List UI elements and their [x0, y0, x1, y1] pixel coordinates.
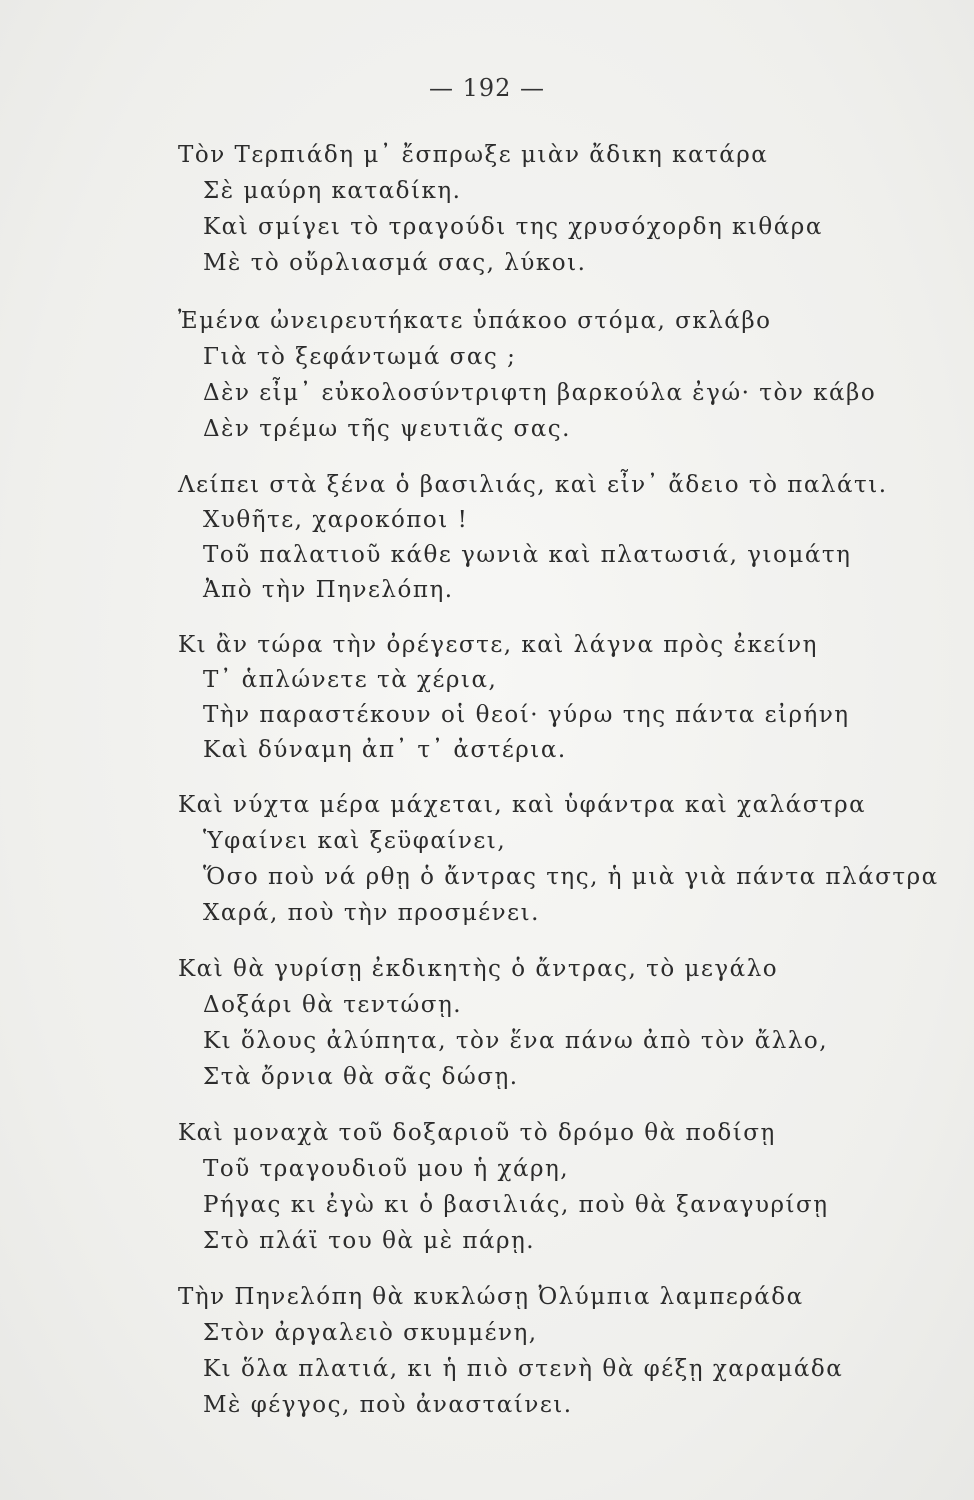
verse-line: Δὲν τρέμω τῆς ψευτιᾶς σας.: [203, 416, 571, 442]
verse-line: Τὸν Τερπιάδη μ᾽ ἔσπρωξε μιὰν ἄδικη κατάρα: [178, 142, 769, 168]
verse-line: Κι ὅλα πλατιά, κι ἡ πιὸ στενὴ θὰ φέξῃ χαραμάδα: [203, 1356, 844, 1382]
verse-line: Ὅσο ποὺ νά ρθῃ ὁ ἄντρας της, ἡ μιὰ γιὰ πάντα πλάστρα: [203, 864, 939, 890]
verse-line: Ἐμένα ὠνειρευτήκατε ὑπάκοο στόμα, σκλάβο: [178, 308, 772, 334]
verse-line: Χυθῆτε, χαροκόποι !: [203, 507, 469, 533]
page-number: — 192 —: [428, 74, 546, 102]
verse-line: Μὲ τὸ οὔρλιασμά σας, λύκοι.: [203, 250, 587, 276]
verse-line: Κι ἂν τώρα τὴν ὀρέγεστε, καὶ λάγνα πρὸς ἐκείνη: [178, 632, 818, 658]
verse-line: Καὶ θὰ γυρίσῃ ἐκδικητὴς ὁ ἄντρας, τὸ μεγάλο: [178, 956, 779, 982]
verse-line: Ὑφαίνει καὶ ξεϋφαίνει,: [203, 828, 507, 854]
verse-line: Καὶ μοναχὰ τοῦ δοξαριοῦ τὸ δρόμο θὰ ποδίσῃ: [178, 1120, 776, 1146]
verse-line: Ἀπὸ τὴν Πηνελόπη.: [203, 577, 454, 603]
verse-line: Δὲν εἶμ᾽ εὐκολοσύντριφτη βαρκούλα ἐγώ· τὸν κάβο: [203, 380, 877, 406]
verse-line: Καὶ νύχτα μέρα μάχεται, καὶ ὑφάντρα καὶ χαλάστρα: [178, 792, 867, 818]
verse-line: Στὰ ὄρνια θὰ σᾶς δώσῃ.: [203, 1064, 519, 1090]
verse-line: Λείπει στὰ ξένα ὁ βασιλιάς, καὶ εἶν᾽ ἄδειο τὸ παλάτι.: [178, 472, 888, 498]
verse-line: Γιὰ τὸ ξεφάντωμά σας ;: [203, 344, 517, 370]
verse-line: Καὶ σμίγει τὸ τραγούδι της χρυσόχορδη κιθάρα: [203, 214, 823, 240]
verse-line: Τοῦ παλατιοῦ κάθε γωνιὰ καὶ πλατωσιά, γιομάτη: [203, 542, 852, 568]
verse-line: Τ᾽ ἁπλώνετε τὰ χέρια,: [203, 667, 498, 693]
verse-line: Σὲ μαύρη καταδίκη.: [203, 178, 462, 204]
verse-line: Στὸν ἀργαλειὸ σκυμμένη,: [203, 1320, 538, 1346]
verse-line: Κι ὅλους ἀλύπητα, τὸν ἕνα πάνω ἀπὸ τὸν ἄλλο,: [203, 1028, 829, 1054]
verse-line: Τοῦ τραγουδιοῦ μου ἡ χάρη,: [203, 1156, 570, 1182]
verse-line: Καὶ δύναμη ἀπ᾽ τ᾽ ἀστέρια.: [203, 737, 567, 763]
verse-line: Δοξάρι θὰ τεντώσῃ.: [203, 992, 463, 1018]
verse-line: Τὴν παραστέκουν οἱ θεοί· γύρω της πάντα εἰρήνη: [203, 702, 850, 728]
verse-line: Μὲ φέγγος, ποὺ ἀνασταίνει.: [203, 1392, 573, 1418]
verse-line: Στὸ πλάϊ του θὰ μὲ πάρῃ.: [203, 1228, 536, 1254]
verse-line: Ρήγας κι ἐγὼ κι ὁ βασιλιάς, ποὺ θὰ ξαναγυρίσῃ: [203, 1192, 829, 1218]
verse-line: Χαρά, ποὺ τὴν προσμένει.: [203, 900, 540, 926]
verse-line: Τὴν Πηνελόπη θὰ κυκλώσῃ Ὀλύμπια λαμπεράδα: [178, 1284, 804, 1310]
